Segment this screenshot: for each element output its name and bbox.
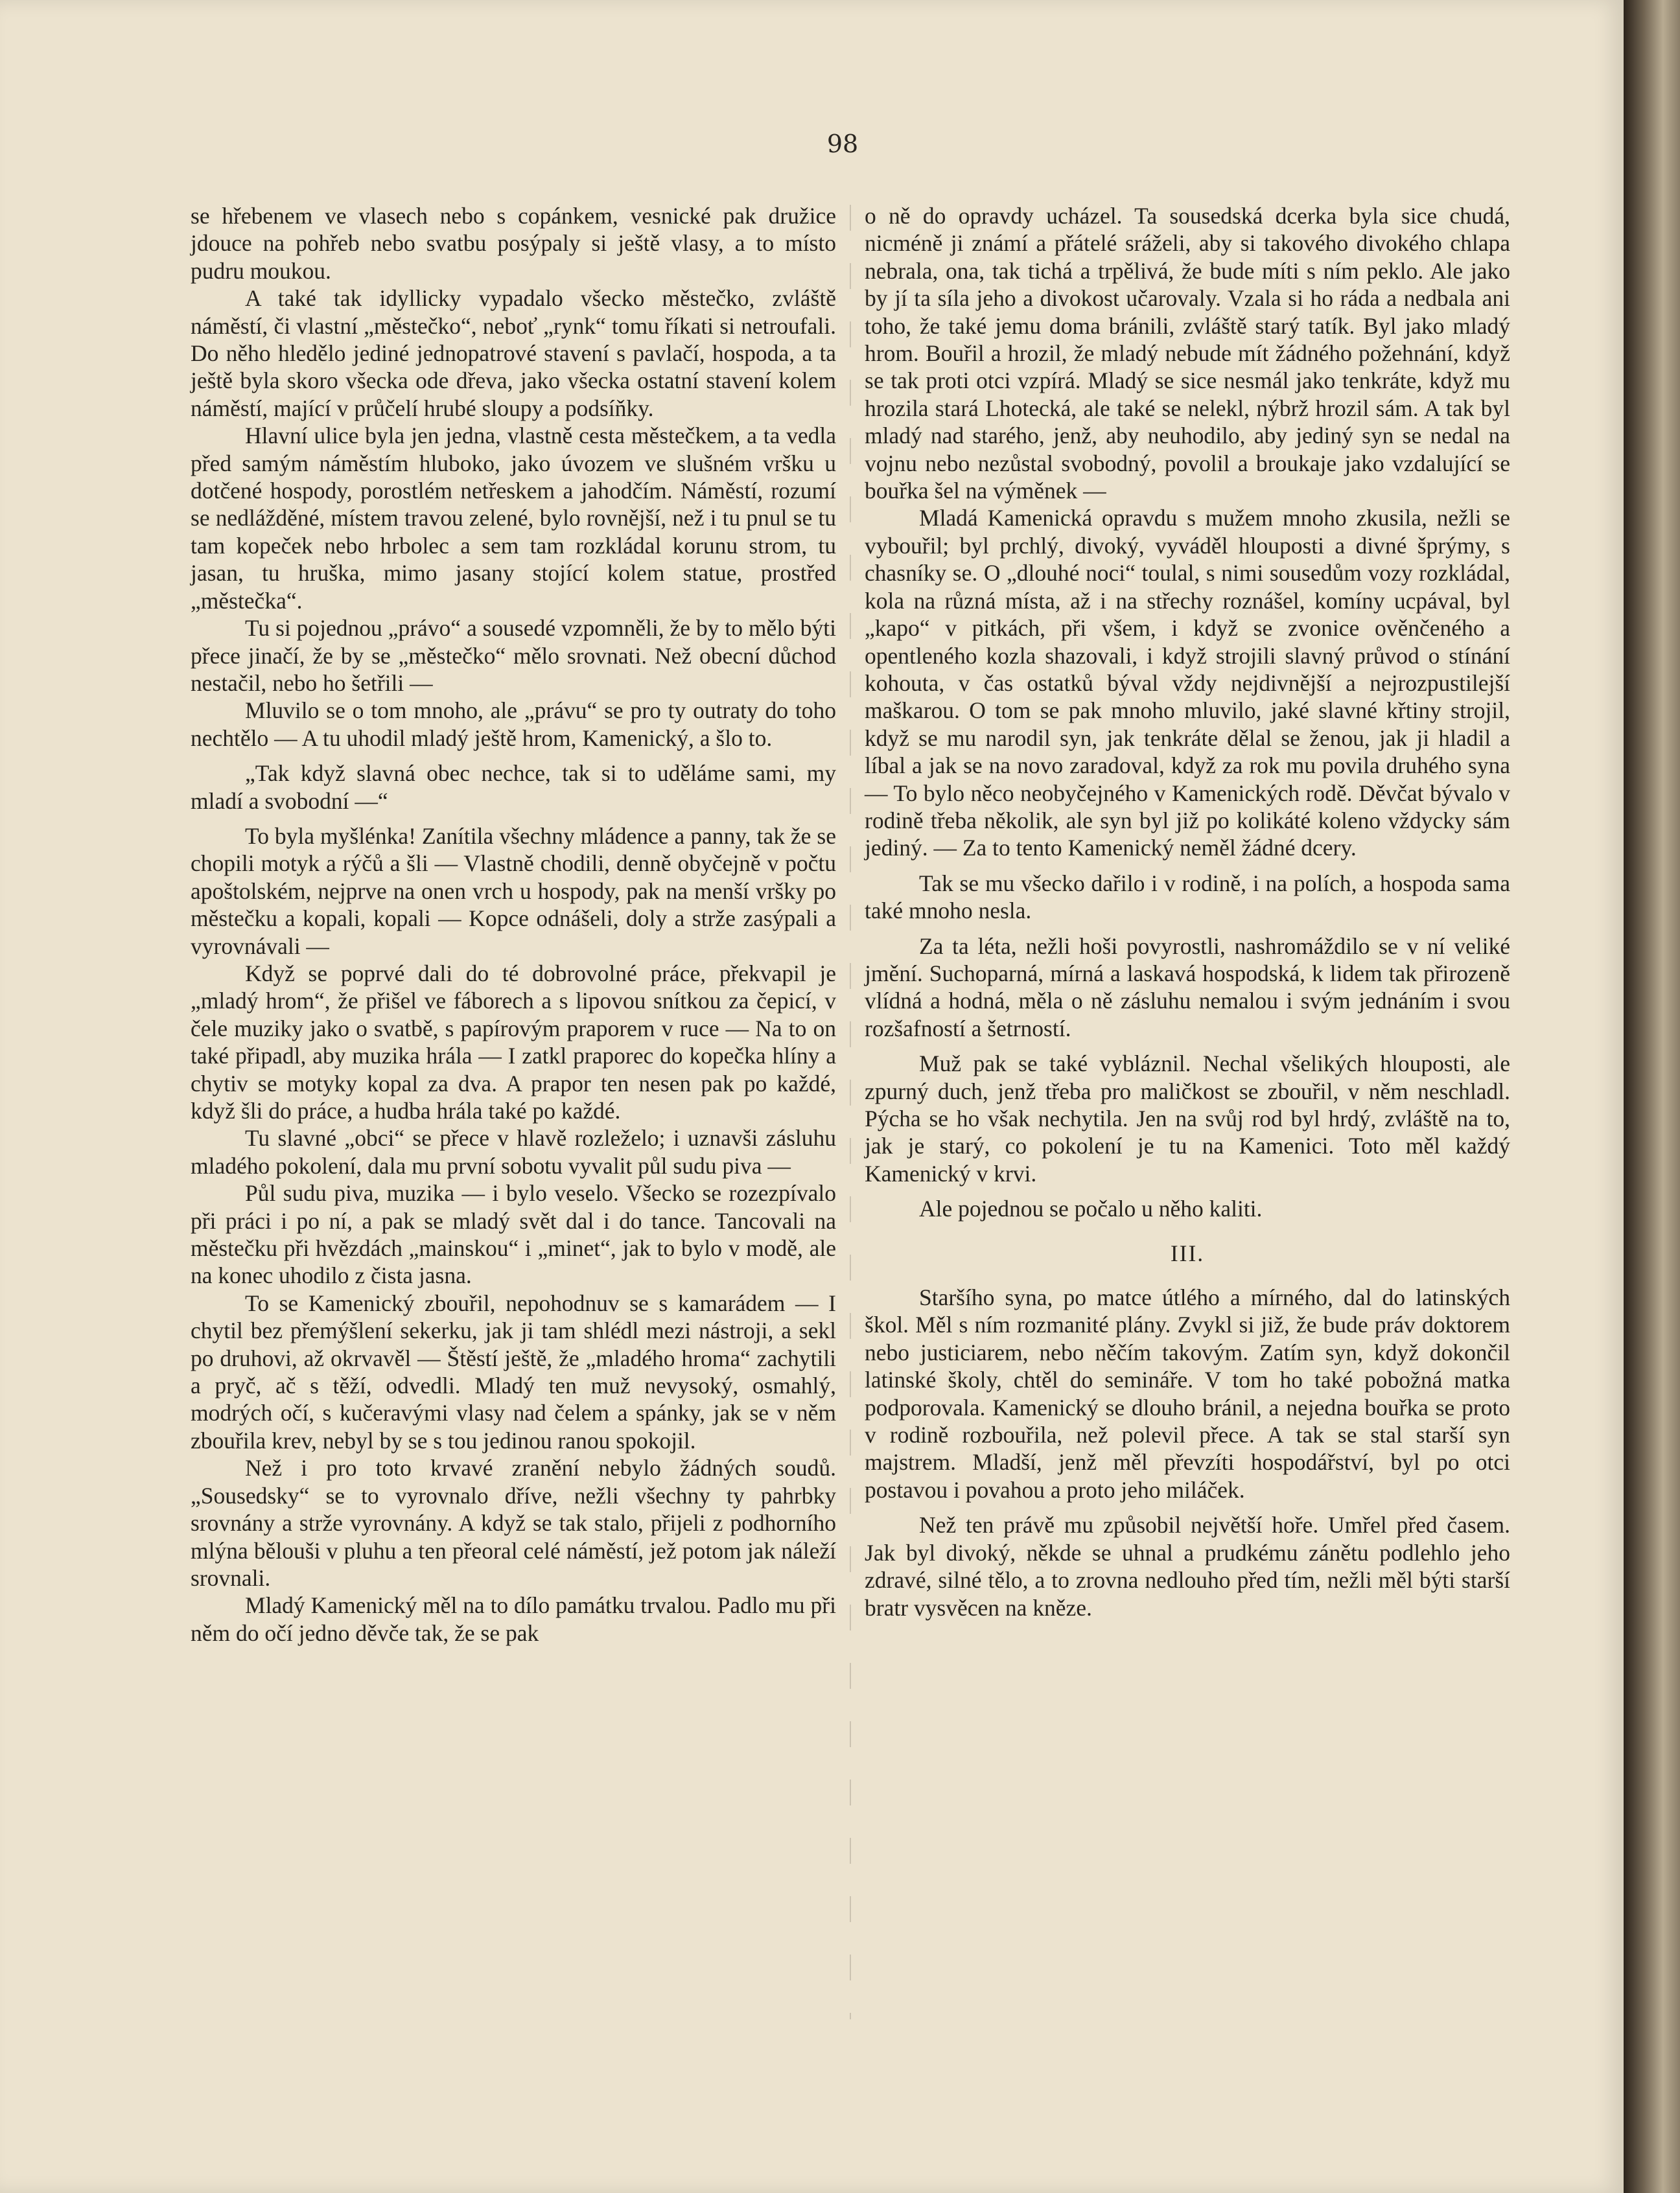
page-edge-shadow [1624,0,1680,2193]
paragraph: Muž pak se také vybláznil. Nechal všelikých hlouposti, ale zpurný duch, jenž třeba pro maličkost se zbouřil, v něm neschladl. Pýcha se ho však nechytila. Jen na svůj rod byl hrdý, zvláště na to, jak je starý, co pokolení je tu na Kamenici. Toto měl každý Kamenický v krvi. [865,1050,1510,1187]
paragraph: Než ten právě mu způsobil největší hoře. Umřel před časem. Jak byl divoký, někde se uhnal a prudkému zánětu podlehlo jeho zdravé, silné tělo, a to zrovna nedlouho před tím, nežli měl býti starší bratr vysvěcen na kněze. [865,1512,1510,1621]
paragraph: Tak se mu všecko dařilo i v rodině, i na polích, a hospoda sama také mnoho nesla. [865,870,1510,924]
paragraph: Staršího syna, po matce útlého a mírného, dal do latinských škol. Měl s ním rozmanité plány. Zvykl si již, že bude práv doktorem nebo justiciarem, nebo něčím takovým. Zatím syn, když dokončil latinské školy, chtěl do semináře. V tom ho také pobožná matka podporovala. Kamenický se dlouho bránil, a nejedna bouřka se proto v rodině rozbouřila, než polevil přece. A tak se stal starší syn majstrem. Mladší, jenž měl převzíti hospodářství, byl po otci postavou i povahou a proto jeho miláček. [865,1284,1510,1503]
paragraph: Ale pojednou se počalo u něho kaliti. [919,1196,1263,1222]
paragraph: To byla myšlénka! Zanítila všechny mládence a panny, tak že se chopili motyk a rýčů a šli — Vlastně chodili, denně obyčejně v počtu apoštolském, nejprve na onen vrch u hospody, pak na menší vršky po městečku a kopali, kopali — Kopce odnášeli, doly a strže zasýpali a vyrovnávali — [191,822,836,959]
paragraph: Tu si pojednou „právo“ a sousedé vzpomněli, že by to mělo býti přece jinačí, že by se „městečko“ mělo srovnati. Než obecní důchod nestačil, nebo ho šetřili — [191,615,836,696]
chapter-heading: III. [1170,1240,1205,1266]
paragraph: A také tak idyllicky vypadalo všecko městečko, zvláště náměstí, či vlastní „městečko“, neboť „rynk“ tomu říkati si netroufali. Do něho hledělo jediné jednopatrové stavení s pavlačí, hospoda, a ta ještě byla skoro všecka ode dřeva, jako všecka ostatní stavení kolem náměstí, mající v průčelí hrubé sloupy a podsíňky. [191,285,836,421]
paragraph: Mluvilo se o tom mnoho, ale „právu“ se pro ty outraty do toho nechtělo — A tu uhodil mladý ještě hrom, Kamenický, a šlo to. [191,697,836,751]
left-text-column [191,202,836,1647]
paragraph: Hlavní ulice byla jen jedna, vlastně cesta městečkem, a ta vedla před samým náměstím hluboko, jako úvozem ve slušném vršku u dotčené hospody, porostlém netřeskem a jahodčím. Náměstí, rozumí se nedlážděné, místem travou zelené, bylo rovnější, než i tu pnul se tu tam kopeček nebo hrbolec a sem tam rozkládal korunu strom, tu jasan, tu hruška, mimo jasany stojící kolem statue, prostřed „městečka“. [191,423,836,614]
column-divider [850,205,851,2019]
paragraph: Půl sudu piva, muzika — i bylo veselo. Všecko se rozezpívalo při práci i po ní, a pak se mladý svět dal i do tance. Tancovali na městečku při hvězdách „mainskou“ i „minet“, jak to bylo v modě, ale na konec uhodilo z čista jasna. [191,1180,836,1289]
page-number: 98 [826,130,859,158]
paragraph: Když se poprvé dali do té dobrovolné práce, překvapil je „mladý hrom“, že přišel ve fáborech a s lipovou snítkou za čepicí, v čele muziky jako o svatbě, s papírovým praporem v ruce — Na to on také připadl, aby muzika hrála — I zatkl praporec do kopečka hlíny a chytiv se motyky kopal za dva. A prapor ten nesen pak po každé, když šli do práce, a hudba hrála také po každé. [191,960,836,1124]
paragraph: se hřebenem ve vlasech nebo s copánkem, vesnické pak družice jdouce na pohřeb nebo svatbu posýpaly si ještě vlasy, a to místo pudru moukou. [191,203,836,284]
paragraph: To se Kamenický zbouřil, nepohodnuv se s kamarádem — I chytil bez přemýšlení sekerku, jak ji tam shlédl mezi nástroji, a sekl po druhovi, až okrvavěl — Štěstí ještě, že „mladého hroma“ zachytili a pryč, ač s těží, odvedli. Mladý ten muž nevysoký, osmahlý, modrých očí, s kučeravými vlasy nad čelem a spánky, jak se v něm zbouřila krev, nebyl by se s tou jedinou ranou spokojil. [191,1290,836,1454]
paragraph: Tu slavné „obci“ se přece v hlavě rozleželo; i uznavši zásluhu mladého pokolení, dala mu první sobotu vyvalit půl sudu piva — [191,1125,836,1179]
right-text-column [865,202,1510,1621]
paragraph: „Tak když slavná obec nechce, tak si to uděláme sami, my mladí a svobodní —“ [191,760,836,814]
paragraph: Mladý Kamenický měl na to dílo památku trvalou. Padlo mu při něm do očí jedno děvče tak, že se pak [191,1592,836,1646]
paragraph: Než i pro toto krvavé zranění nebylo žádných soudů. „Sousedsky“ se to vyrovnalo dříve, nežli všechny ty pahrbky srovnány a strže vyrovnány. A když se tak stalo, přijeli z podhorního mlýna bělouši v pluhu a ten přeoral celé náměstí, jež potom jak náleží srovnali. [191,1455,836,1591]
paragraph: Za ta léta, nežli hoši povyrostli, nashromáždilo se v ní veliké jmění. Suchoparná, mírná a laskavá hospodská, k lidem tak přirozeně vlídná a hodná, měla o ně zásluhu nemalou i svým jednáním i svou rozšafností a šetrností. [865,933,1510,1041]
paragraph: o ně do opravdy ucházel. Ta sousedská dcerka byla sice chudá, nicméně ji známí a přátelé sráželi, aby si takového divokého chlapa nebrala, ona, tak tichá a trpělivá, že bude míti s ním peklo. Ale jako by jí ta síla jeho a divokost učarovaly. Vzala si ho ráda a nedbala ani toho, že také jemu doma bránili, zvláště starý tatík. Byl jako mladý hrom. Bouřil a hrozil, že mladý nebude mít žádného požehnání, když se tak proti otci vzpírá. Mladý se sice nesmál jako tenkráte, když mu hrozila stará Lhotecká, ale také se nelekl, nýbrž hrozil sám. A tak byl mladý nad starého, jenž, aby neuhodilo, aby jediný syn se nedal na vojnu nebo nezůstal svobodný, povolil a broukaje jako vzdalující se bouřka šel na výměnek — [865,203,1510,504]
paragraph: Mladá Kamenická opravdu s mužem mnoho zkusila, nežli se vybouřil; byl prchlý, divoký, vyváděl hlouposti a divné šprýmy, s chasníky se. O „dlouhé noci“ toulal, s nimi sousedům vozy rozkládal, kola na různá místa, až i na střechy roznášel, komíny ucpával, byl „kapo“ v pitkách, při všem, i když se zvonice ověnčeného a opentleného kozla shazovali, i když strojili slavný průvod o stínání kohouta, v čas ostatků býval vždy nejdivnější a nejrozpustilejší maškarou. O tom se pak mnoho mluvilo, jaké slavné křtiny strojil, když se mu narodil syn, jak tenkráte dělal se ženou, jak ji hladil a líbal a jak se na novo zaradoval, když za rok mu povila druhého syna — To bylo něco neobyčejného v Kamenických rodě. Děvčat bývalo v rodině třeba několik, ale syn byl již po kolikáté koleno vždycky sám jediný. — Za to tento Kamenický neměl žádné dcery. [865,505,1510,861]
